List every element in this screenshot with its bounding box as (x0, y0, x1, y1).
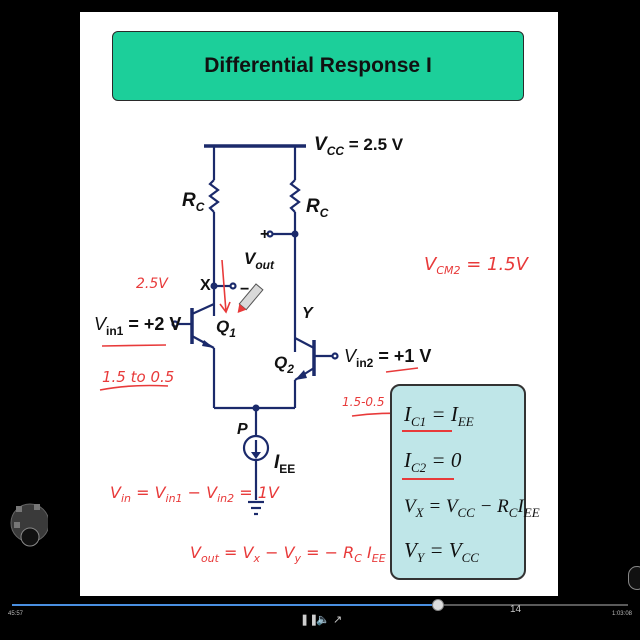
progress-played (12, 604, 437, 606)
equation-ic2: $I_{C2} = 0$ (404, 448, 462, 476)
q2-label: $Q_2$ (274, 353, 294, 376)
slide (80, 12, 558, 600)
annotation-toolbar-widget[interactable] (8, 492, 48, 554)
rc-left-label: $R_C$ (182, 190, 205, 214)
x-voltage-note: 2.5V (136, 276, 168, 292)
vcm-note: $V_{CM2} = 1.5V$ (424, 254, 528, 277)
vin2-label: $V_{in2} = +1$ V (344, 346, 432, 370)
range-left-underline (100, 386, 168, 391)
rc-right-resistor (291, 180, 299, 212)
vout-equation-note: $V_{out} = V_x - V_y$ = − $R_C$ $I_{EE}$ (190, 543, 386, 565)
iee-arrow-head (251, 452, 261, 459)
node-plus-dot (292, 231, 299, 238)
expand-icon[interactable]: ↗ (333, 614, 343, 626)
vin2-underline (386, 368, 418, 372)
volume-icon[interactable]: 🔈 (316, 614, 330, 626)
range-left-note: 1.5 to 0.5 (102, 368, 175, 386)
q1-emitter-arrow (202, 340, 214, 348)
ic2-red-underline (402, 478, 454, 480)
rc-right-label: $R_C$ (306, 196, 329, 220)
vin1-label: $V_{in1} = +2$ V (94, 314, 182, 338)
ic1-red-underline (402, 430, 452, 432)
node-x-label: X (200, 277, 211, 294)
slide-page-number: 14 (510, 604, 522, 615)
q1-collector (192, 304, 214, 314)
equations-box (390, 384, 540, 580)
node-x-dot (211, 283, 218, 290)
node-p-label: P (237, 421, 248, 438)
q2-collector (295, 338, 314, 348)
current-time: 45:57 (8, 611, 24, 617)
node-y-label: Y (302, 305, 313, 322)
vin1-underline (102, 345, 166, 346)
q1-label: $Q_1$ (216, 317, 236, 340)
iee-label: $I_{EE}$ (274, 452, 296, 476)
slide-title: Differential Response I (204, 54, 432, 77)
pause-icon[interactable]: ❚❚ (300, 614, 319, 626)
vout-label: $V_{out}$ (244, 249, 274, 272)
progress-knob[interactable] (432, 599, 444, 611)
equation-vy: $V_Y = V_{CC}$ (404, 538, 479, 566)
video-player-controls (0, 596, 640, 640)
vcc-label: $V_{CC} = 2.5$ V (314, 134, 404, 158)
node-p-dot (253, 405, 260, 412)
equation-ic1: $I_{C1} = I_{EE}$ (404, 402, 474, 430)
rc-left-resistor (210, 180, 218, 212)
range-right-note: 1.5-0.5 (342, 395, 385, 409)
plus-label: + (260, 226, 270, 243)
equation-vx: $V_X = V_{CC} - R_CI_{EE}$ (404, 496, 540, 520)
total-time: 1:03:08 (611, 611, 632, 617)
minus-label: − (240, 281, 250, 298)
vin2-terminal (333, 354, 338, 359)
side-panel-toggle[interactable] (628, 566, 640, 590)
q2-emitter-arrow (295, 370, 307, 380)
vin-equation-note: $V_{in} = V_{in1} - V_{in2} = 1V$ (110, 483, 279, 505)
minus-terminal (231, 284, 236, 289)
